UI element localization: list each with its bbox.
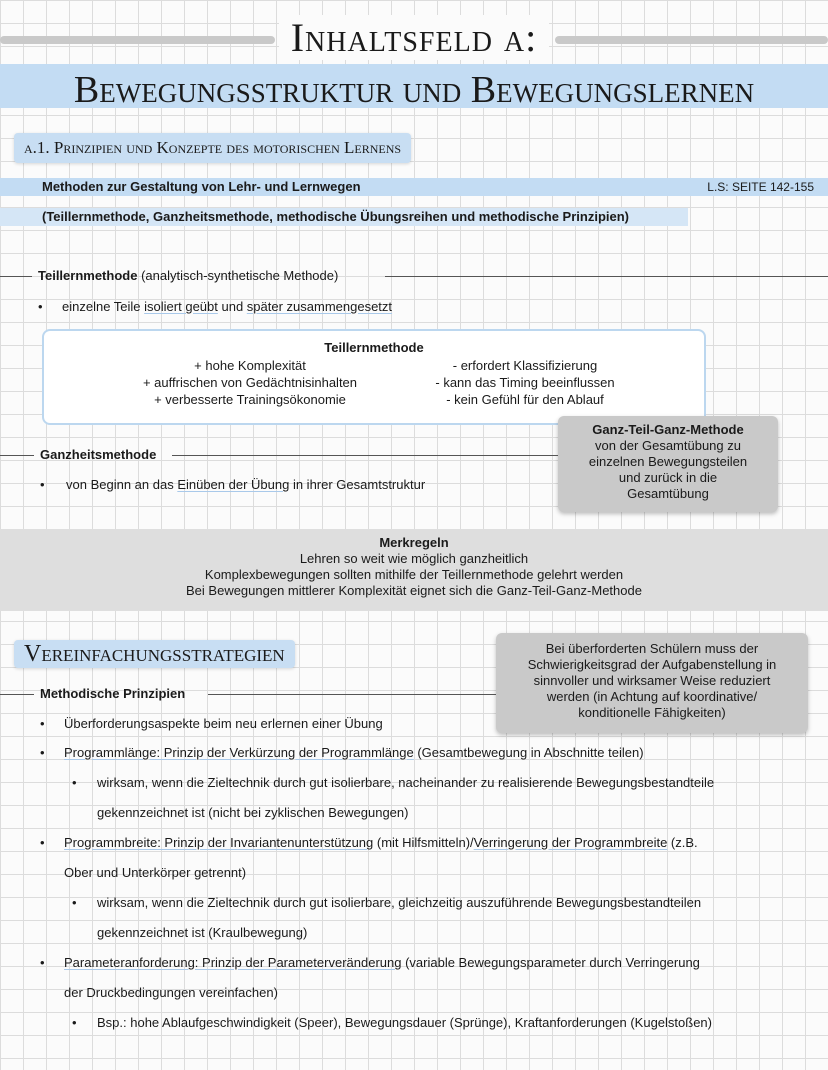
teillern-heading	[38, 268, 338, 283]
highlight-verringerung: Verringerung der Programmbreite	[473, 835, 668, 850]
bullet-dot: •	[40, 835, 45, 850]
verein-note-box	[496, 633, 808, 733]
pros-list	[100, 357, 400, 408]
highlight-isoliert: isoliert geübt	[144, 299, 218, 314]
prinzip-bullet-2	[64, 745, 644, 760]
rule-ganzheit-right	[172, 455, 558, 456]
rule-prinzipien-right	[208, 694, 496, 695]
note-line: Bei überforderten Schülern muss der	[545, 641, 759, 656]
prinzip-bullet-4	[64, 955, 700, 970]
prinzip-sub-2a: wirksam, wenn die Zieltechnik durch gut isolierbare, nacheinander zu realisierende Bewegungsbestandteile	[97, 775, 715, 790]
note-line: konditionelle Fähigkeiten)	[578, 705, 726, 720]
highlight-zusammengesetzt: später zusammengesetzt	[246, 299, 393, 314]
page-title-line2: Bewegungsstruktur und Bewegungslernen	[73, 69, 755, 111]
cons-list	[400, 357, 650, 408]
prinzip-bullet-3-cont: Ober und Unterkörper getrennt)	[64, 865, 247, 880]
prinzip-sub-2b: gekennzeichnet ist (nicht bei zyklischen Bewegungen)	[97, 805, 409, 820]
ganz-teil-ganz-line: Gesamtübung	[627, 486, 709, 501]
con-item: - kann das Timing beeinflussen	[435, 375, 615, 390]
methods-title: Methoden zur Gestaltung von Lehr- und Lernwegen	[42, 179, 361, 194]
text: (mit Hilfsmitteln)/	[373, 835, 474, 850]
text: einzelne Teile	[62, 299, 145, 314]
bullet-dot: •	[40, 745, 45, 760]
ganzheit-bullet	[66, 477, 425, 492]
merkregeln	[0, 535, 828, 599]
rule-teillern-right	[385, 276, 828, 277]
prinzip-sub-3a: wirksam, wenn die Zieltechnik durch gut isolierbare, gleichzeitig auszuführende Bewegungsbestandteilen	[97, 895, 702, 910]
ganz-teil-ganz-box	[558, 416, 778, 512]
pro-item: + verbesserte Trainingsökonomie	[154, 392, 346, 407]
merkregel-line: Bei Bewegungen mittlerer Komplexität eignet sich die Ganz-Teil-Ganz-Methode	[186, 583, 642, 598]
methods-subtitle: (Teillernmethode, Ganzheitsmethode, methodische Übungsreihen und methodische Prinzipien)	[42, 209, 629, 224]
sub-bullet-dot: •	[72, 775, 77, 790]
teillern-box-title: Teillernmethode	[324, 340, 424, 355]
prinzip-bullet-1: Überforderungsaspekte beim neu erlernen einer Übung	[64, 716, 383, 731]
rule-prinzipien-left	[0, 694, 34, 695]
note-line: sinnvoller und wirksamer Weise reduziert	[533, 673, 771, 688]
note-line: werden (in Achtung auf koordinative/	[546, 689, 758, 704]
merkregel-line: Komplexbewegungen sollten mithilfe der Teillernmethode gelehrt werden	[204, 567, 624, 582]
text: von Beginn an das	[66, 477, 178, 492]
teillern-bullet	[62, 299, 392, 314]
prinzip-sub-3b: gekennzeichnet ist (Kraulbewegung)	[97, 925, 308, 940]
rule-ganzheit-left	[0, 455, 34, 456]
sub-bullet-dot: •	[72, 1015, 77, 1030]
section-heading-verein: Vereinfachungsstrategien	[14, 640, 295, 668]
prinzip-bullet-4-cont: der Druckbedingungen vereinfachen)	[64, 985, 278, 1000]
highlight-programmlaenge: Programmlänge: Prinzip der Verkürzung der Programmlänge	[64, 745, 414, 760]
bullet-dot: •	[40, 477, 45, 492]
merkregel-line: Lehren so weit wie möglich ganzheitlich	[299, 551, 529, 566]
con-item: - erfordert Klassifizierung	[452, 358, 598, 373]
note-line: Schwierigkeitsgrad der Aufgabenstellung in	[527, 657, 777, 672]
ganz-teil-ganz-line: von der Gesamtübung zu	[595, 438, 741, 453]
sub-bullet-dot: •	[72, 895, 77, 910]
merkregeln-title: Merkregeln	[379, 535, 449, 550]
bullet-dot: •	[40, 716, 45, 731]
pro-item: + auffrischen von Gedächtnisinhalten	[142, 375, 358, 390]
ganzheit-heading: Ganzheitsmethode	[40, 447, 157, 462]
text: (z.B.	[667, 835, 698, 850]
teillern-heading-bold: Teillernmethode	[38, 268, 138, 283]
teillern-heading-rest: (analytisch-synthetische Methode)	[137, 268, 339, 283]
ganz-teil-ganz-title: Ganz-Teil-Ganz-Methode	[592, 422, 744, 437]
ganz-teil-ganz-line: einzelnen Bewegungsteilen	[588, 454, 748, 469]
rule-teillern-left	[0, 276, 32, 277]
page-title-line1: Inhaltsfeld a:	[0, 14, 828, 61]
highlight-programmbreite: Programmbreite: Prinzip der Invariantenunterstützung	[64, 835, 374, 850]
bullet-dot: •	[38, 299, 43, 314]
prinzipien-heading: Methodische Prinzipien	[40, 686, 186, 701]
section-heading-a1: a.1. Prinzipien und Konzepte des motorischen Lernens	[14, 133, 411, 163]
text: (Gesamtbewegung in Abschnitte teilen)	[413, 745, 644, 760]
pro-item: + hohe Komplexität	[194, 358, 306, 373]
text: und	[217, 299, 247, 314]
ganz-teil-ganz-line: und zurück in die	[618, 470, 718, 485]
highlight-einueben: Einüben der Übung	[177, 477, 290, 492]
text: in ihrer Gesamtstruktur	[289, 477, 426, 492]
prinzip-sub-4a: Bsp.: hohe Ablaufgeschwindigkeit (Speer), Bewegungsdauer (Sprünge), Kraftanforderungen (Kugelstoßen)	[97, 1015, 712, 1030]
con-item: - kein Gefühl für den Ablauf	[446, 392, 604, 407]
highlight-parameter: Parameteranforderung: Prinzip der Parameterveränderung	[64, 955, 402, 970]
text: (variable Bewegungsparameter durch Verringerung	[401, 955, 700, 970]
bullet-dot: •	[40, 955, 45, 970]
page-reference: L.S: SEITE 142-155	[707, 180, 814, 194]
prinzip-bullet-3	[64, 835, 698, 850]
